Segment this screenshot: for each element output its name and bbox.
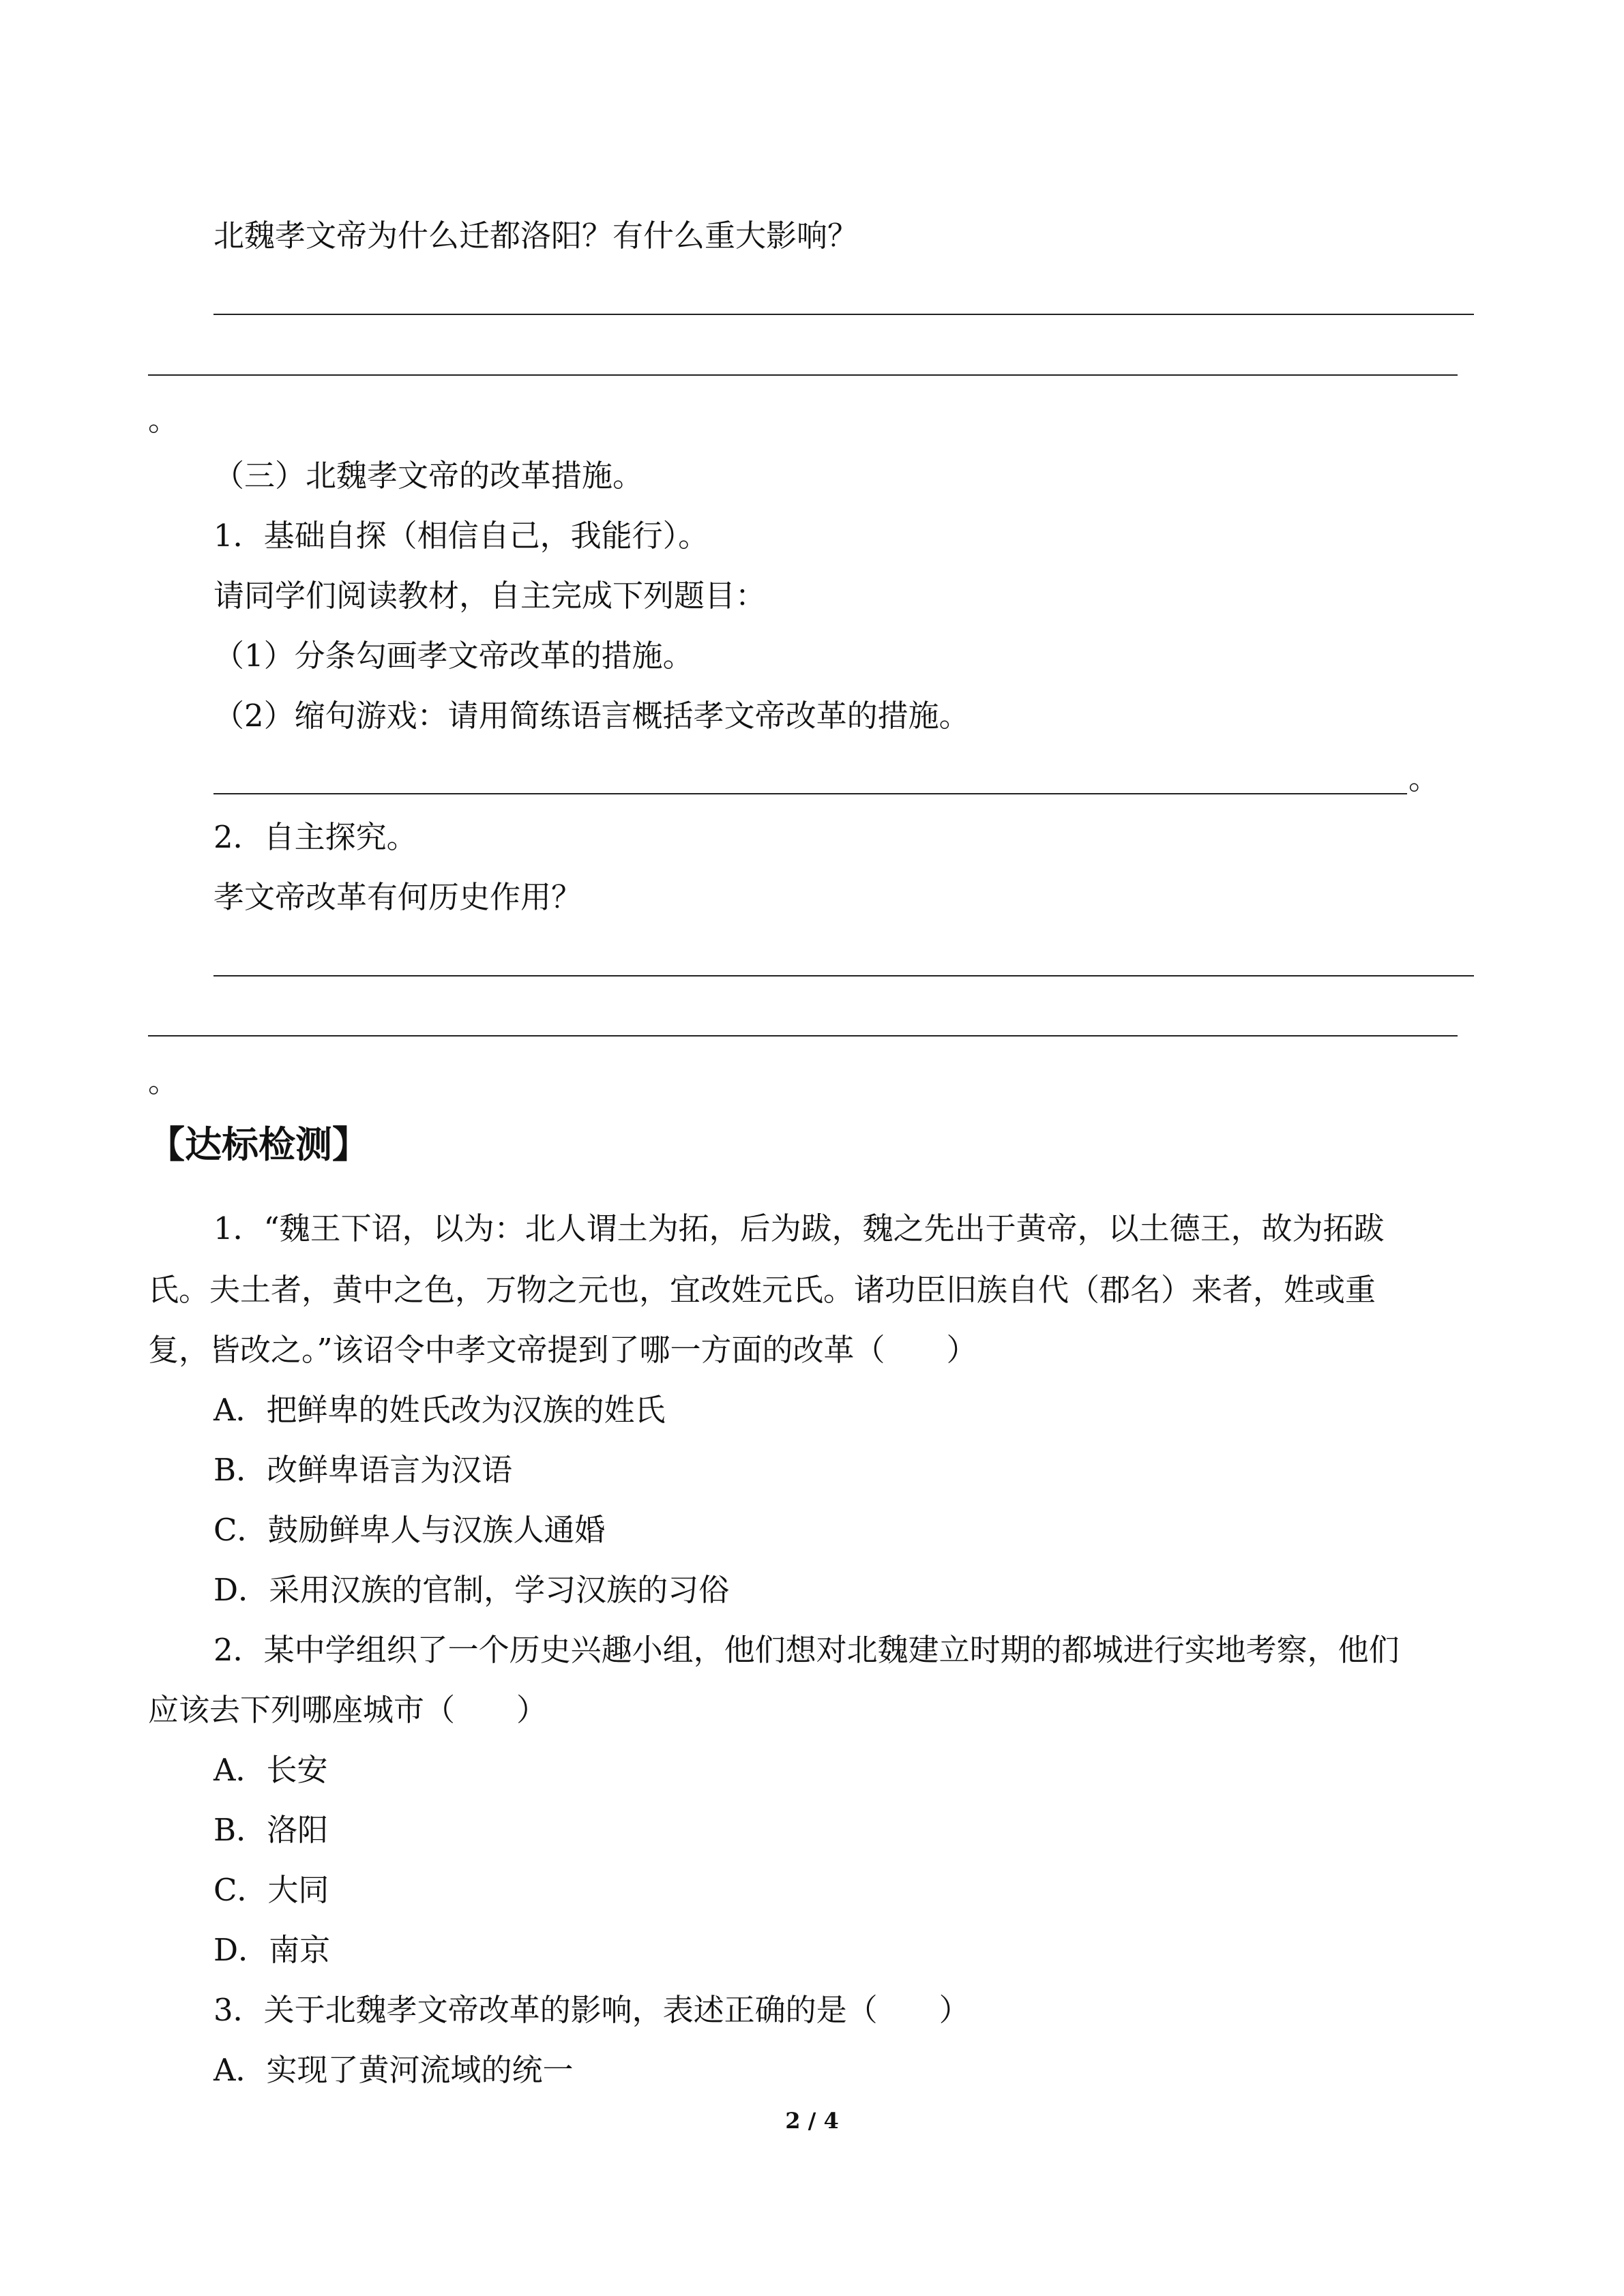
period-mark: 。 [148, 1063, 179, 1099]
answer-line[interactable] [148, 374, 1458, 376]
task-1: （1）分条勾画孝文帝改革的措施。 [213, 638, 694, 674]
self-explore-heading: 1．基础自探（相信自己，我能行）。 [213, 518, 709, 554]
answer-line[interactable] [213, 793, 1407, 794]
option-c[interactable]: C．大同 [213, 1872, 329, 1908]
page-number: 2 / 4 [785, 2108, 839, 2134]
period-mark: 。 [148, 402, 179, 438]
question-1-line-2: 氏。夫土者，黄中之色，万物之元也，宜改姓元氏。诸功臣旧族自代（郡名）来者，姓或重 [148, 1272, 1376, 1308]
inquiry-question: 孝文帝改革有何历史作用？ [213, 879, 582, 915]
section-three-title: （三）北魏孝文帝的改革措施。 [213, 458, 644, 494]
option-a[interactable]: A．实现了黄河流域的统一 [213, 2052, 574, 2088]
task-2: （2）缩句游戏：请用简练语言概括孝文帝改革的措施。 [213, 698, 970, 734]
answer-line[interactable] [213, 975, 1474, 976]
question-3-line-1: 3．关于北魏孝文帝改革的影响，表述正确的是（ ） [213, 1992, 970, 2028]
question-2-line-2: 应该去下列哪座城市（ ） [148, 1692, 548, 1728]
option-a[interactable]: A．长安 [213, 1752, 328, 1788]
question-1-line-1: 1．“魏王下诏，以为：北人谓土为拓，后为跋，魏之先出于黄帝，以土德王，故为拓跋 [213, 1210, 1385, 1247]
option-c[interactable]: C．鼓励鲜卑人与汉族人通婚 [213, 1512, 606, 1548]
option-d[interactable]: D．采用汉族的官制，学习汉族的习俗 [213, 1572, 730, 1608]
instruction-text: 请同学们阅读教材，自主完成下列题目： [213, 578, 767, 614]
period-mark: 。 [1408, 760, 1440, 796]
option-b[interactable]: B．洛阳 [213, 1812, 329, 1848]
option-b[interactable]: B．改鲜卑语言为汉语 [213, 1452, 513, 1488]
option-a[interactable]: A．把鲜卑的姓氏改为汉族的姓氏 [213, 1392, 666, 1428]
question-1-line-3: 复，皆改之。”该诏令中孝文帝提到了哪一方面的改革（ ） [148, 1332, 977, 1368]
question-migration: 北魏孝文帝为什么迁都洛阳？有什么重大影响？ [213, 218, 859, 254]
assessment-heading: 【达标检测】 [148, 1122, 369, 1166]
question-2-line-1: 2．某中学组织了一个历史兴趣小组，他们想对北魏建立时期的都城进行实地考察，他们 [213, 1632, 1400, 1668]
answer-line[interactable] [213, 314, 1474, 315]
answer-line[interactable] [148, 1035, 1458, 1037]
inquiry-heading: 2．自主探究。 [213, 819, 417, 855]
option-d[interactable]: D．南京 [213, 1932, 331, 1968]
